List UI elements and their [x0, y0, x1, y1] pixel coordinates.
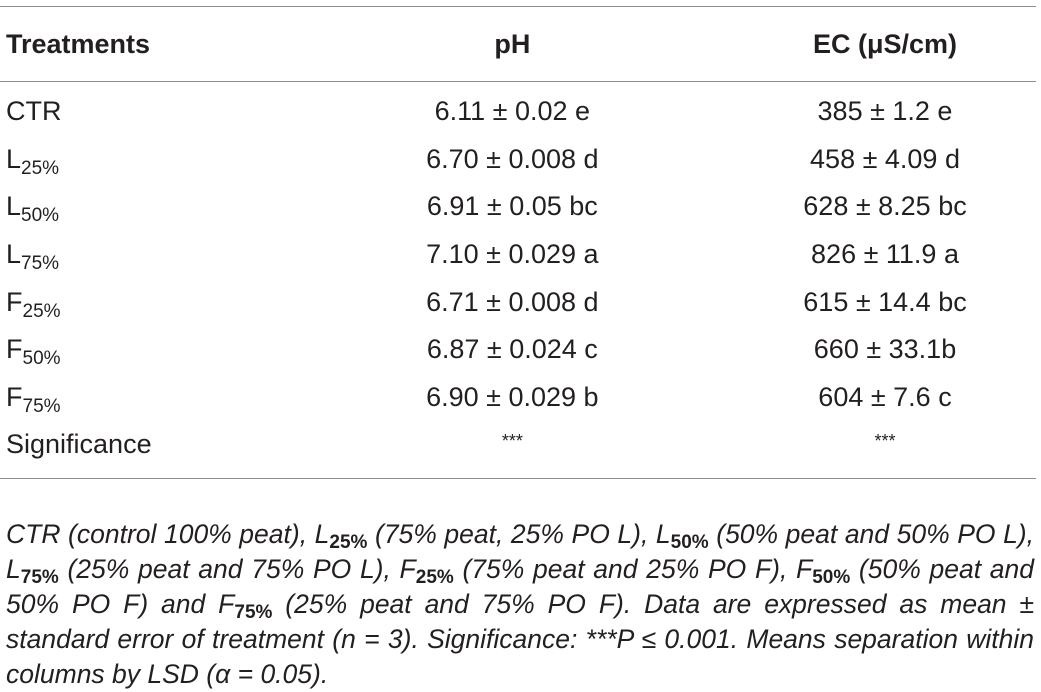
ph-cell: 6.11 ± 0.02 e	[434, 96, 591, 127]
treatment-cell: $L_{50\%}$	[6, 191, 60, 227]
header-ph: pH	[494, 28, 531, 59]
table-row	[0, 183, 1041, 231]
ec-cell: 615 ± 14.4 bc	[803, 286, 967, 317]
ph-significance: ***	[501, 431, 523, 452]
header-ec: EC (μS/cm)	[812, 28, 958, 59]
ec-cell: 458 ± 4.09 d	[810, 143, 960, 174]
table-row	[0, 136, 1041, 184]
table-row	[0, 231, 1041, 279]
header-row	[0, 14, 1041, 74]
table-row	[0, 88, 1041, 136]
ec-cell: 660 ± 33.1b	[813, 334, 957, 365]
treatment-cell: $F_{25\%}$	[6, 286, 61, 322]
treatment-cell: CTR	[6, 96, 62, 127]
treatment-cell: $F_{75\%}$	[6, 381, 61, 417]
table-top-rule	[0, 6, 1036, 7]
table-bottom-rule	[0, 478, 1036, 479]
table-header	[0, 14, 1041, 74]
table-footnote: CTR (control 100% peat), $L_{25\%}$ (75% peat, 25% PO L), $L_{50\%}$ (50% peat and 50% PO L), $L_{75\%}$ (25% peat and 75% PO L), $F_{25\%}$ (75% peat and 25% PO F), $F_{50\%}$ (50% peat and 50% PO F) and $F_{75\%}$ (25% peat and 75% PO F). Data are expressed as mean ± standard error of treatment (n = 3). Significance: ***P ≤ 0.001. Means separation within columns by LSD (α = 0.05).	[6, 518, 1034, 689]
significance-row	[0, 421, 1041, 469]
table-body	[0, 88, 1041, 469]
header-treatments: Treatments	[6, 28, 151, 59]
table-row	[0, 278, 1041, 326]
treatment-cell: $L_{75\%}$	[6, 239, 60, 275]
header-rule	[0, 81, 1036, 82]
ph-cell: 6.90 ± 0.029 b	[426, 381, 599, 412]
ph-cell: 6.87 ± 0.024 c	[426, 334, 598, 365]
ph-cell: 6.71 ± 0.008 d	[426, 286, 599, 317]
ec-cell: 604 ± 7.6 c	[818, 381, 952, 412]
table-row	[0, 374, 1041, 422]
ec-cell: 826 ± 11.9 a	[811, 239, 959, 270]
significance-label: Significance	[6, 429, 152, 460]
ec-cell: 628 ± 8.25 bc	[803, 191, 967, 222]
ec-cell: 385 ± 1.2 e	[817, 96, 953, 127]
treatment-cell: $F_{50\%}$	[6, 334, 61, 370]
ph-cell: 7.10 ± 0.029 a	[426, 239, 599, 270]
ec-significance: ***	[874, 431, 896, 452]
treatment-cell: $L_{25\%}$	[6, 143, 60, 179]
ph-cell: 6.91 ± 0.05 bc	[426, 191, 598, 222]
ph-cell: 6.70 ± 0.008 d	[426, 143, 599, 174]
table-row	[0, 326, 1041, 374]
